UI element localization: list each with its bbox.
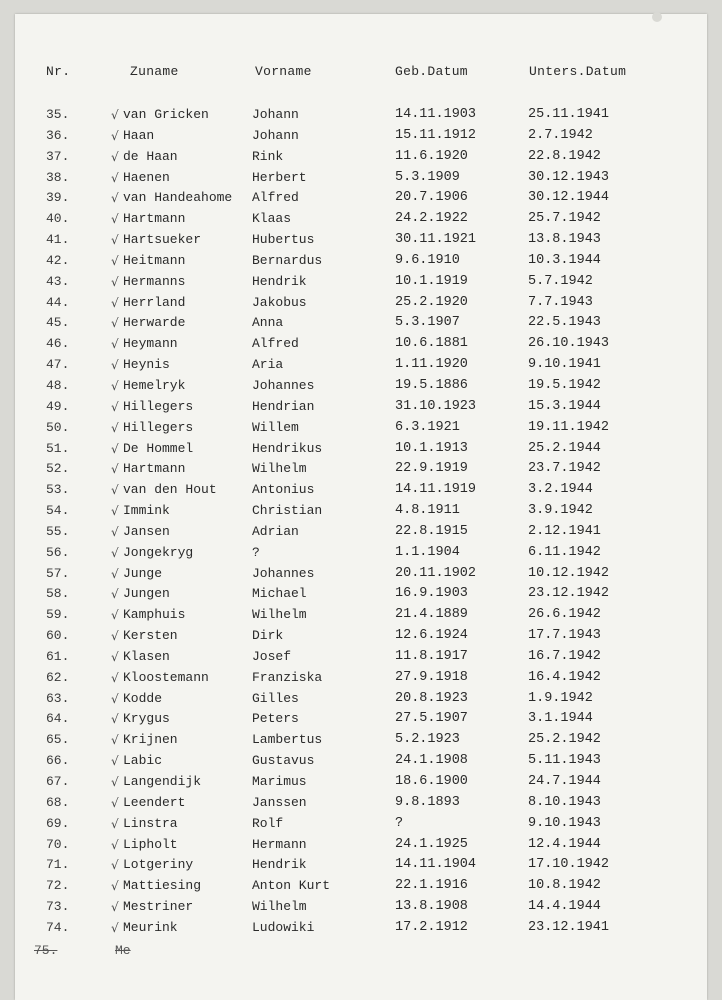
exam-date-cell: 12.4.1944 [528,836,601,852]
exam-date-cell: 13.8.1943 [528,232,601,248]
check-mark-icon: √ [111,233,119,248]
first-name-cell: Johann [252,107,299,122]
check-mark-icon: √ [111,608,119,623]
table-row [0,772,722,793]
birth-date-cell: 5.3.1909 [395,169,460,185]
birth-date-cell: 21.4.1889 [395,607,468,623]
check-mark-icon: √ [111,108,119,122]
first-name-cell: Lambertus [252,732,323,748]
birth-date-cell: 19.5.1886 [395,377,468,393]
birth-date-cell: 6.3.1921 [395,419,460,435]
first-name-cell: Klaas [252,211,292,227]
birth-date-cell: 14.11.1904 [395,857,477,873]
row-number: 38. [46,169,70,185]
first-name-cell: Hendrik [252,273,307,289]
birth-date-cell: 22.1.1916 [395,878,468,894]
first-name-cell: Hendrikus [252,440,323,456]
birth-date-cell: 20.7.1906 [395,190,468,206]
exam-date-cell: 5.7.1942 [528,273,593,289]
surname-cell: Mattiesing [123,878,202,894]
table-row [0,605,722,626]
first-name-cell: Willem [252,419,299,435]
table-row [0,355,722,376]
birth-date-cell: 22.9.1919 [395,461,468,477]
exam-date-cell: 10.12.1942 [528,565,610,581]
table-row [0,501,722,522]
row-number: 57. [46,565,70,581]
row-number: 53. [46,482,70,498]
birth-date-cell: 9.6.1910 [395,252,460,268]
check-mark-icon: √ [111,295,119,310]
check-mark-icon: √ [111,128,119,143]
birth-date-cell: 1.11.1920 [395,357,468,373]
table-row [0,313,722,334]
row-number: 64. [46,711,70,727]
exam-date-cell: 16.7.1942 [528,648,601,664]
table-row [0,188,722,209]
exam-date-cell: 17.7.1943 [528,628,601,644]
first-name-cell: Janssen [252,794,307,810]
surname-cell: Linstra [123,815,178,831]
row-number: 54. [46,503,70,519]
exam-date-cell: 23.12.1941 [528,919,610,935]
row-number: 36. [46,127,70,143]
surname-cell: Heynis [123,357,170,373]
check-mark-icon: √ [111,545,119,560]
exam-date-cell: 24.7.1944 [528,774,601,789]
exam-date-cell: 10.8.1942 [528,878,601,894]
check-mark-icon: √ [111,795,119,810]
birth-date-cell: 11.6.1920 [395,148,468,164]
table-row [0,418,722,439]
exam-date-cell: 30.12.1943 [528,169,610,185]
exam-date-cell: 30.12.1944 [528,190,610,206]
exam-date-cell: 25.11.1941 [528,107,610,122]
table-row [0,814,722,835]
first-name-cell: Bernardus [252,252,323,268]
surname-cell: Leendert [123,794,186,810]
row-number: 42. [46,252,70,268]
row-number: 59. [46,607,70,623]
row-number: 72. [46,878,70,894]
row-number: 69. [46,815,70,831]
table-row [0,230,722,251]
surname-cell: Heitmann [123,252,186,268]
exam-date-cell: 2.12.1941 [528,523,601,539]
first-name-cell: Dirk [252,628,284,644]
surname-cell: Kersten [123,628,178,644]
surname-cell: Jansen [123,523,170,539]
surname-cell: van Gricken [123,107,209,122]
birth-date-cell: 18.6.1900 [395,774,468,789]
first-name-cell: Josef [252,648,292,664]
row-number: 39. [46,190,70,206]
row-number: 52. [46,461,70,477]
check-mark-icon: √ [111,691,119,706]
surname-cell: Hillegers [123,398,194,414]
table-row [0,147,722,168]
exam-date-cell: 14.4.1944 [528,899,601,915]
row-number: 70. [46,836,70,852]
row-number: 73. [46,899,70,915]
exam-date-cell: 6.11.1942 [528,544,601,560]
table-row [0,168,722,189]
birth-date-cell: 20.11.1902 [395,565,477,581]
surname-cell: Junge [123,565,163,581]
exam-date-cell: 5.11.1943 [528,753,601,769]
exam-date-cell: 22.5.1943 [528,315,601,331]
surname-cell: van den Hout [123,482,217,498]
surname-cell: De Hommel [123,440,194,456]
exam-date-cell: 23.12.1942 [528,586,610,602]
exam-date-cell: 3.9.1942 [528,503,593,519]
table-row [0,647,722,668]
first-name-cell: Jakobus [252,294,307,310]
check-mark-icon: √ [111,900,119,915]
surname-cell: Herrland [123,294,186,310]
surname-cell: Lotgeriny [123,857,194,873]
check-mark-icon: √ [111,649,119,664]
first-name-cell: Rolf [252,815,284,831]
check-mark-icon: √ [111,149,119,164]
row-number: 45. [46,315,70,331]
check-mark-icon: √ [111,399,119,414]
trailer-nr: 75. [34,943,58,958]
table-row [0,480,722,501]
surname-cell: Haenen [123,169,170,185]
exam-date-cell: 16.4.1942 [528,669,601,685]
exam-date-cell: 17.10.1942 [528,857,610,873]
header-nr: Nr. [46,64,71,79]
birth-date-cell: 25.2.1920 [395,294,468,310]
surname-cell: Krijnen [123,732,178,748]
table-row [0,793,722,814]
header-surname: Zuname [130,64,179,79]
header-first-name: Vorname [255,64,312,79]
exam-date-cell: 19.11.1942 [528,419,610,435]
row-number: 41. [46,232,70,248]
surname-cell: Hartmann [123,461,186,477]
row-number: 48. [46,377,70,393]
first-name-cell: Peters [252,711,299,727]
exam-date-cell: 9.10.1943 [528,815,601,831]
register-table [0,105,722,939]
check-mark-icon: √ [111,316,119,331]
birth-date-cell: ? [395,815,404,831]
birth-date-cell: 27.9.1918 [395,669,468,685]
check-mark-icon: √ [111,566,119,581]
check-mark-icon: √ [111,629,119,644]
first-name-cell: Franziska [252,669,323,685]
surname-cell: Haan [123,127,155,143]
first-name-cell: Hendrian [252,398,315,414]
row-number: 68. [46,794,70,810]
first-name-cell: Aria [252,357,284,373]
birth-date-cell: 15.11.1912 [395,127,477,143]
table-row [0,751,722,772]
table-row [0,272,722,293]
check-mark-icon: √ [111,733,119,748]
table-row [0,897,722,918]
birth-date-cell: 24.2.1922 [395,211,468,227]
surname-cell: Hillegers [123,419,194,435]
exam-date-cell: 15.3.1944 [528,398,601,414]
check-mark-icon: √ [111,170,119,185]
first-name-cell: Wilhelm [252,899,307,915]
first-name-cell: Hendrik [252,857,307,873]
exam-date-cell: 25.7.1942 [528,211,601,227]
surname-cell: Langendijk [123,774,202,789]
surname-cell: Kamphuis [123,607,186,623]
exam-date-cell: 26.10.1943 [528,336,610,352]
check-mark-icon: √ [111,754,119,769]
first-name-cell: Herbert [252,169,307,185]
check-mark-icon: √ [111,837,119,852]
first-name-cell: Wilhelm [252,461,307,477]
check-mark-icon: √ [111,274,119,289]
birth-date-cell: 9.8.1893 [395,794,460,810]
check-mark-icon: √ [111,212,119,227]
row-number: 47. [46,357,70,373]
row-number: 35. [46,107,70,122]
first-name-cell: Antonius [252,482,315,498]
surname-cell: Herwarde [123,315,186,331]
table-row [0,376,722,397]
exam-date-cell: 25.2.1942 [528,732,601,748]
table-row [0,522,722,543]
first-name-cell: Wilhelm [252,607,307,623]
row-number: 71. [46,857,70,873]
birth-date-cell: 14.11.1903 [395,107,477,122]
row-number: 51. [46,440,70,456]
exam-date-cell: 8.10.1943 [528,794,601,810]
row-number: 62. [46,669,70,685]
birth-date-cell: 24.1.1925 [395,836,468,852]
birth-date-cell: 14.11.1919 [395,482,477,498]
trailer-text: Me [115,943,131,958]
first-name-cell: Michael [252,586,307,602]
exam-date-cell: 10.3.1944 [528,252,601,268]
first-name-cell: Rink [252,148,284,164]
exam-date-cell: 9.10.1941 [528,357,601,373]
table-row [0,334,722,355]
surname-cell: Kodde [123,690,163,706]
birth-date-cell: 22.8.1915 [395,523,468,539]
surname-cell: Hartmann [123,211,186,227]
table-row [0,293,722,314]
birth-date-cell: 16.9.1903 [395,586,468,602]
table-row [0,689,722,710]
surname-cell: Jongekryg [123,544,194,560]
birth-date-cell: 10.1.1913 [395,440,468,456]
check-mark-icon: √ [111,441,119,456]
birth-date-cell: 24.1.1908 [395,753,468,769]
check-mark-icon: √ [111,858,119,873]
table-row [0,668,722,689]
table-row [0,709,722,730]
exam-date-cell: 3.2.1944 [528,482,593,498]
birth-date-cell: 12.6.1924 [395,628,468,644]
table-header [0,64,722,84]
check-mark-icon: √ [111,483,119,498]
first-name-cell: Adrian [252,523,299,539]
surname-cell: de Haan [123,148,178,164]
first-name-cell: Hermann [252,836,307,852]
first-name-cell: Anton Kurt [252,878,331,894]
table-row [0,439,722,460]
first-name-cell: Alfred [252,336,299,352]
table-row [0,835,722,856]
row-number: 63. [46,690,70,706]
birth-date-cell: 30.11.1921 [395,232,477,248]
surname-cell: Mestriner [123,899,194,915]
row-number: 67. [46,774,70,789]
check-mark-icon: √ [111,420,119,435]
first-name-cell: Hubertus [252,232,315,248]
surname-cell: Hartsueker [123,232,202,248]
birth-date-cell: 11.8.1917 [395,648,468,664]
first-name-cell: Anna [252,315,284,331]
check-mark-icon: √ [111,587,119,602]
birth-date-cell: 5.3.1907 [395,315,460,331]
surname-cell: Jungen [123,586,170,602]
row-number: 49. [46,398,70,414]
check-mark-icon: √ [111,504,119,519]
table-row [0,584,722,605]
first-name-cell: Marimus [252,774,307,789]
table-row [0,251,722,272]
birth-date-cell: 5.2.1923 [395,732,460,748]
check-mark-icon: √ [111,775,119,789]
surname-cell: Meurink [123,919,178,935]
table-row [0,855,722,876]
row-number: 66. [46,753,70,769]
exam-date-cell: 26.6.1942 [528,607,601,623]
surname-cell: Krygus [123,711,170,727]
birth-date-cell: 27.5.1907 [395,711,468,727]
birth-date-cell: 1.1.1904 [395,544,460,560]
table-row [0,918,722,939]
birth-date-cell: 4.8.1911 [395,503,460,519]
table-row [0,730,722,751]
check-mark-icon: √ [111,524,119,539]
row-number: 74. [46,919,70,935]
surname-cell: Heymann [123,336,178,352]
first-name-cell: Gilles [252,690,299,706]
birth-date-cell: 10.1.1919 [395,273,468,289]
table-row [0,564,722,585]
row-number: 44. [46,294,70,310]
exam-date-cell: 1.9.1942 [528,690,593,706]
row-number: 58. [46,586,70,602]
table-row [0,876,722,897]
check-mark-icon: √ [111,670,119,685]
exam-date-cell: 22.8.1942 [528,148,601,164]
punch-hole [652,12,662,22]
row-number: 40. [46,211,70,227]
surname-cell: Hemelryk [123,377,186,393]
check-mark-icon: √ [111,253,119,268]
row-number: 65. [46,732,70,748]
table-row [0,126,722,147]
check-mark-icon: √ [111,378,119,393]
check-mark-icon: √ [111,712,119,727]
surname-cell: Klasen [123,648,170,664]
surname-cell: van Handeahome [123,190,233,206]
row-number: 37. [46,148,70,164]
exam-date-cell: 7.7.1943 [528,294,593,310]
birth-date-cell: 31.10.1923 [395,398,477,414]
check-mark-icon: √ [111,816,119,831]
surname-cell: Immink [123,503,170,519]
first-name-cell: Christian [252,503,323,519]
exam-date-cell: 3.1.1944 [528,711,593,727]
row-number: 56. [46,544,70,560]
check-mark-icon: √ [111,191,119,206]
check-mark-icon: √ [111,920,119,935]
first-name-cell: Johannes [252,565,315,581]
exam-date-cell: 25.2.1944 [528,440,601,456]
row-number: 43. [46,273,70,289]
exam-date-cell: 23.7.1942 [528,461,601,477]
row-number: 50. [46,419,70,435]
table-row [0,626,722,647]
birth-date-cell: 20.8.1923 [395,690,468,706]
birth-date-cell: 10.6.1881 [395,336,468,352]
first-name-cell: ? [252,544,260,560]
row-number: 46. [46,336,70,352]
row-number: 55. [46,523,70,539]
table-row [0,543,722,564]
first-name-cell: Gustavus [252,753,315,769]
check-mark-icon: √ [111,337,119,352]
birth-date-cell: 13.8.1908 [395,899,468,915]
header-birth-date: Geb.Datum [395,64,468,79]
first-name-cell: Johannes [252,377,315,393]
table-row [0,397,722,418]
exam-date-cell: 2.7.1942 [528,127,593,143]
birth-date-cell: 17.2.1912 [395,919,468,935]
first-name-cell: Alfred [252,190,299,206]
first-name-cell: Johann [252,127,299,143]
surname-cell: Lipholt [123,836,178,852]
exam-date-cell: 19.5.1942 [528,377,601,393]
check-mark-icon: √ [111,879,119,894]
check-mark-icon: √ [111,358,119,373]
surname-cell: Hermanns [123,273,186,289]
check-mark-icon: √ [111,462,119,477]
table-row [0,209,722,230]
surname-cell: Labic [123,753,163,769]
row-number: 60. [46,628,70,644]
surname-cell: Kloostemann [123,669,209,685]
table-row [0,105,722,126]
header-exam-date: Unters.Datum [529,64,627,79]
row-number: 61. [46,648,70,664]
first-name-cell: Ludowiki [252,919,315,935]
table-row [0,459,722,480]
